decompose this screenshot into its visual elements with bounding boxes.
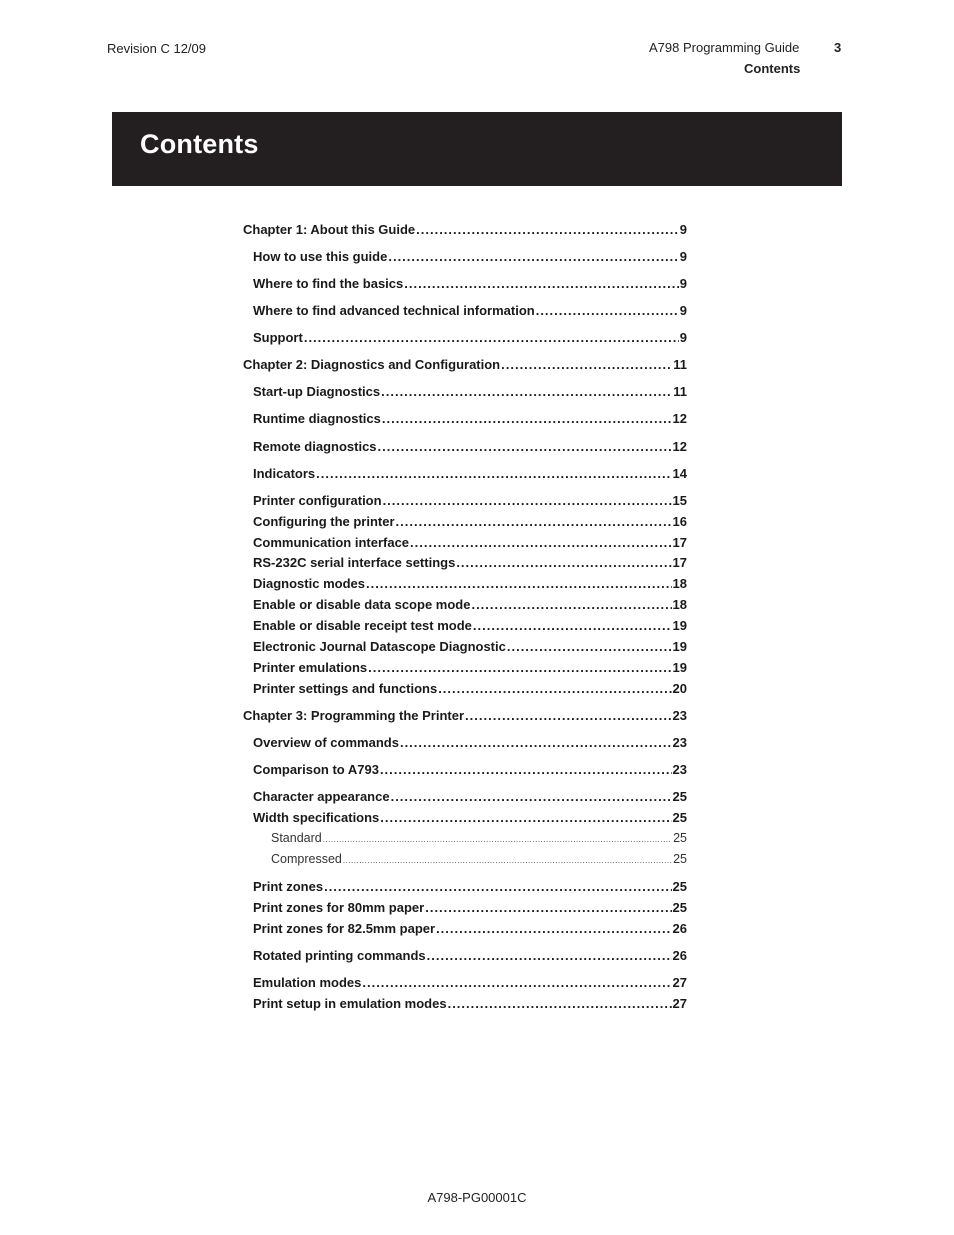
toc-entry[interactable] [253,249,687,267]
toc-entry[interactable] [243,222,687,240]
toc-leader-dots [438,681,671,696]
toc-entry[interactable] [253,597,687,615]
toc-entry[interactable] [253,921,687,939]
toc-entry[interactable] [253,618,687,636]
toc-entry[interactable] [253,879,687,897]
toc-entry-label: Print setup in emulation modes [253,996,447,1011]
toc-leader-dots [323,835,672,844]
toc-leader-dots [380,762,672,777]
toc-entry[interactable] [253,996,687,1014]
toc-entry-page: 23 [672,708,687,723]
toc-entry-page: 26 [672,921,687,936]
toc-entry-page: 25 [672,789,687,804]
page-title: Contents [140,129,259,159]
toc-entry-label: Print zones for 82.5mm paper [253,921,436,936]
toc-entry-label: RS-232C serial interface settings [253,555,456,570]
toc-entry-page: 27 [672,975,687,990]
toc-entry-label: Compressed [271,852,342,866]
toc-entry[interactable] [253,660,687,678]
toc-entry-page: 12 [672,411,687,426]
toc-entry[interactable] [243,357,687,375]
toc-entry[interactable] [253,555,687,573]
toc-leader-dots [410,535,672,550]
toc-entry[interactable] [253,276,687,294]
toc-leader-dots [304,330,679,345]
toc-entry-label: Printer emulations [253,660,368,675]
toc-leader-dots [343,856,672,865]
toc-entry[interactable] [253,535,687,553]
toc-entry-label: Where to find advanced technical information [253,303,535,318]
toc-entry[interactable] [243,708,687,726]
toc-entry-label: How to use this guide [253,249,388,264]
toc-entry[interactable] [253,789,687,807]
toc-leader-dots [425,900,671,915]
toc-entry-page: 25 [672,900,687,915]
toc-entry-page: 19 [672,660,687,675]
toc-entry[interactable] [253,330,687,348]
toc-entry-page: 9 [679,222,687,237]
toc-entry[interactable] [253,466,687,484]
document-id: A798-PG00001C [427,1190,527,1205]
toc-entry-label: Indicators [253,466,316,481]
toc-entry-page: 11 [673,357,687,372]
toc-entry-label: Where to find the basics [253,276,404,291]
toc-entry-page: 17 [672,555,687,570]
toc-entry-page: 14 [672,466,687,481]
toc-entry[interactable] [253,576,687,594]
toc-entry-page: 18 [672,597,687,612]
toc-entry-page: 25 [673,852,687,866]
toc-entry-page: 11 [673,384,687,399]
toc-entry-label: Runtime diagnostics [253,411,381,426]
toc-leader-dots [380,810,671,825]
toc-entry-page: 23 [672,762,687,777]
toc-leader-dots [501,357,672,372]
toc-leader-dots [316,466,671,481]
toc-entry-page: 16 [672,514,687,529]
toc-entry-label: Print zones for 80mm paper [253,900,425,915]
toc-leader-dots [381,384,672,399]
toc-entry[interactable] [253,303,687,321]
section-label: Contents [744,61,801,76]
toc-entry-page: 12 [672,439,687,454]
toc-entry-label: Diagnostic modes [253,576,365,591]
toc-entry[interactable] [253,735,687,753]
revision-label: Revision C 12/09 [107,41,206,56]
toc-entry[interactable] [253,975,687,993]
toc-leader-dots [396,514,672,529]
toc-entry-label: Enable or disable data scope mode [253,597,471,612]
page-number: 3 [834,40,842,55]
toc-leader-dots [471,597,671,612]
toc-leader-dots [400,735,672,750]
toc-entry-page: 25 [672,879,687,894]
toc-leader-dots [368,660,671,675]
toc-leader-dots [383,493,672,508]
toc-entry-page: 25 [672,810,687,825]
toc-entry-page: 18 [672,576,687,591]
toc-leader-dots [362,975,671,990]
toc-leader-dots [465,708,671,723]
toc-entry-label: Printer settings and functions [253,681,438,696]
toc-entry-page: 9 [679,303,687,318]
toc-leader-dots [507,639,672,654]
toc-entry-label: Electronic Journal Datascope Diagnostic [253,639,506,654]
toc-entry-page: 20 [672,681,687,696]
toc-entry-page: 27 [672,996,687,1011]
toc-entry-page: 9 [679,249,687,264]
toc-leader-dots [436,921,671,936]
toc-entry-label: Configuring the printer [253,514,395,529]
toc-entry[interactable] [271,831,687,849]
toc-entry-label: Width specifications [253,810,380,825]
toc-leader-dots [456,555,671,570]
toc-entry-page: 23 [672,735,687,750]
toc-entry-page: 19 [672,618,687,633]
contents-banner [112,112,842,186]
toc-entry[interactable] [253,762,687,780]
toc-entry-label: Printer configuration [253,493,382,508]
toc-entry[interactable] [271,852,687,870]
toc-entry-page: 9 [679,330,687,345]
toc-entry[interactable] [253,900,687,918]
toc-leader-dots [448,996,672,1011]
toc-entry[interactable] [253,384,687,402]
toc-entry-label: Chapter 2: Diagnostics and Configuration [243,357,501,372]
toc-leader-dots [416,222,679,237]
toc-entry-label: Overview of commands [253,735,399,750]
toc-leader-dots [427,948,672,963]
toc-leader-dots [473,618,672,633]
toc-entry[interactable] [253,493,687,511]
toc-entry[interactable] [253,514,687,532]
toc-leader-dots [388,249,678,264]
toc-entry-label: Emulation modes [253,975,362,990]
toc-entry-label: Standard [271,831,322,845]
toc-entry-label: Chapter 3: Programming the Printer [243,708,465,723]
toc-entry-page: 26 [672,948,687,963]
toc-leader-dots [382,411,672,426]
toc-entry[interactable] [253,411,687,429]
toc-entry-page: 9 [679,276,687,291]
toc-entry-label: Comparison to A793 [253,762,379,777]
toc-entry-page: 25 [673,831,687,845]
toc-leader-dots [366,576,672,591]
toc-entry-label: Communication interface [253,535,410,550]
toc-entry-label: Start-up Diagnostics [253,384,381,399]
toc-leader-dots [404,276,679,291]
toc-entry-label: Print zones [253,879,324,894]
toc-entry-label: Remote diagnostics [253,439,377,454]
toc-entry[interactable] [253,439,687,457]
toc-entry-label: Character appearance [253,789,390,804]
toc-entry-label: Support [253,330,303,345]
toc-entry-label: Enable or disable receipt test mode [253,618,472,633]
toc-leader-dots [324,879,671,894]
guide-title: A798 Programming Guide [649,40,800,55]
toc-entry[interactable] [253,810,687,828]
toc-entry[interactable] [253,639,687,657]
toc-entry-label: Chapter 1: About this Guide [243,222,416,237]
toc-entry-page: 17 [672,535,687,550]
toc-entry-page: 15 [672,493,687,508]
toc-leader-dots [391,789,672,804]
toc-leader-dots [378,439,672,454]
toc-entry[interactable] [253,681,687,699]
toc-entry-page: 19 [672,639,687,654]
toc-entry[interactable] [253,948,687,966]
toc-entry-label: Rotated printing commands [253,948,426,963]
toc-leader-dots [536,303,679,318]
